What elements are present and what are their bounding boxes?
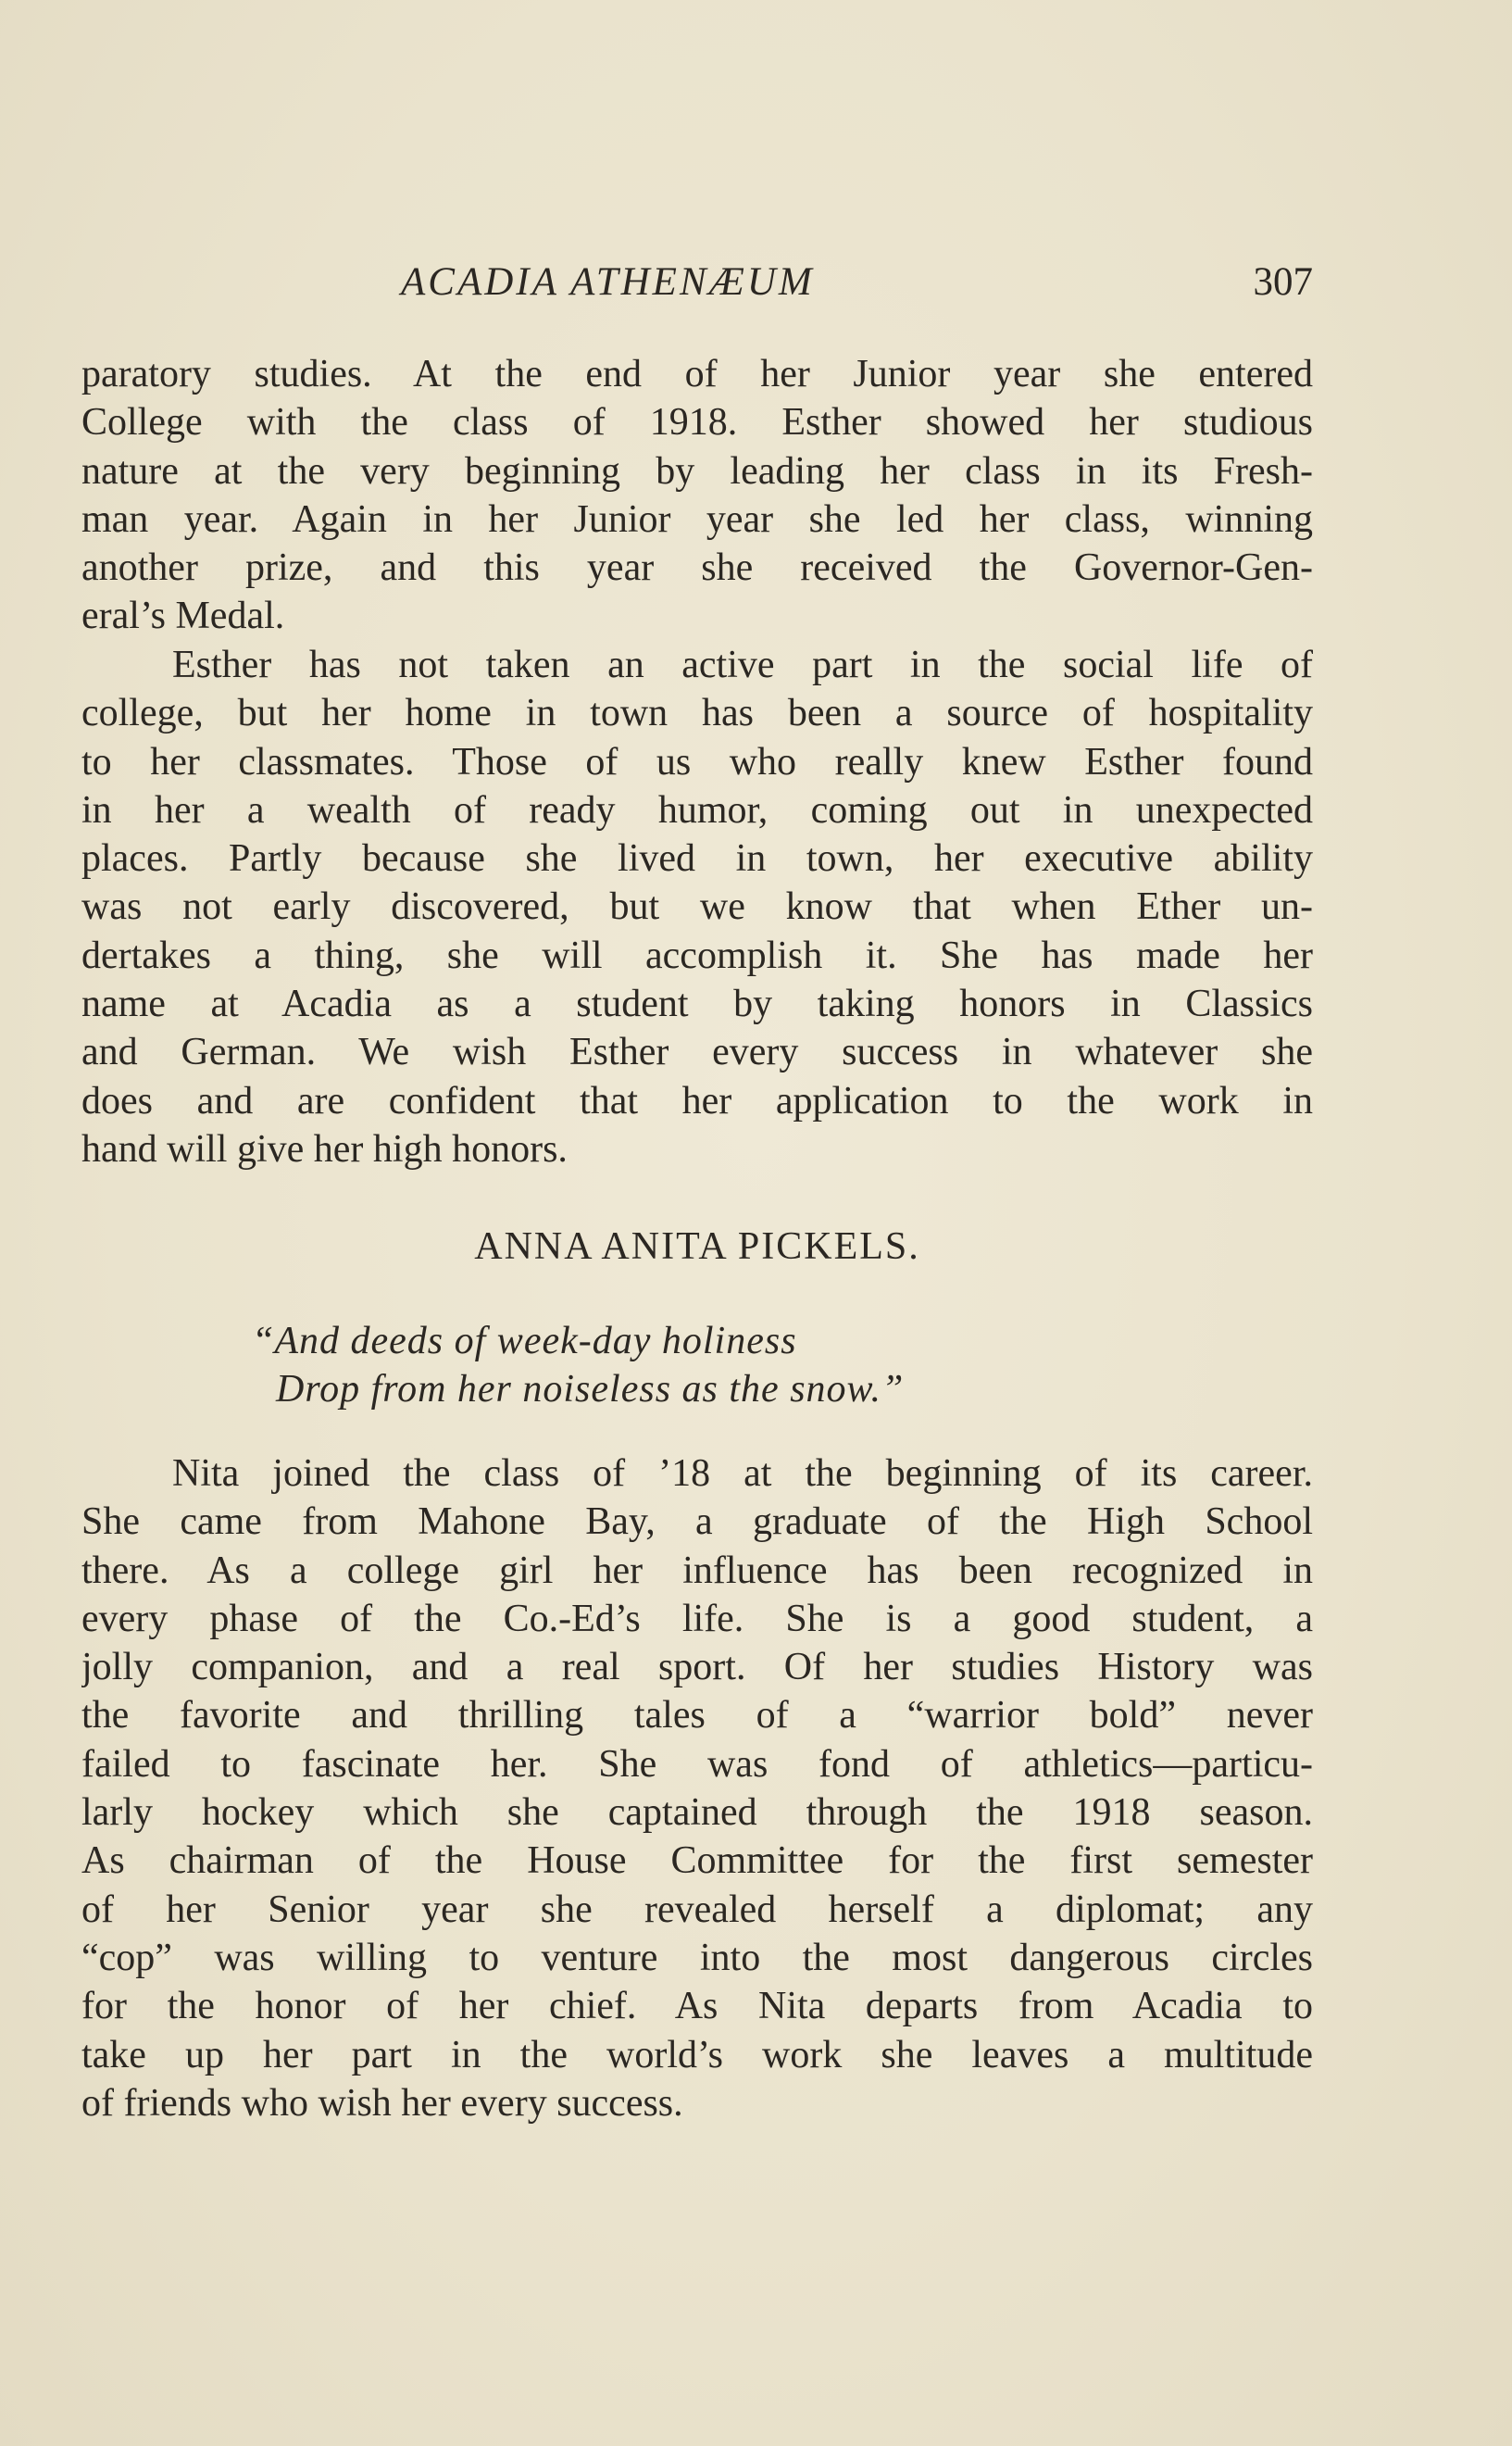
text-line: larly hockey which she captained through the 1918 season.: [81, 1791, 1313, 1835]
text-line: for the honor of her chief. As Nita departs from Acadia to: [81, 1985, 1313, 2028]
text-line: of friends who wish her every success.: [81, 2081, 683, 2125]
text-line: College with the class of 1918. Esther showed her studious: [81, 401, 1313, 445]
text-line: paratory studies. At the end of her Junior year she entered: [81, 353, 1313, 395]
text-line: “cop” was willing to venture into the most dangerous circles: [81, 1936, 1313, 1979]
paragraph-esther: [81, 641, 1313, 1173]
text-line: hand will give her high honors.: [81, 1127, 568, 1171]
text-line: the favorite and thrilling tales of a “warrior bold” never: [81, 1694, 1313, 1737]
text-line: another prize, and this year she received the Governor-Gen-: [81, 546, 1313, 590]
text-line: in her a wealth of ready humor, coming out in unexpected: [81, 788, 1313, 832]
epigraph: [252, 1317, 1085, 1413]
text-line: there. As a college girl her influence has been recognized in: [81, 1549, 1313, 1592]
text-line: eral’s Medal.: [81, 595, 285, 638]
text-line: of her Senior year she revealed herself a diplomat; any: [81, 1888, 1313, 1931]
running-header: [81, 259, 1313, 306]
paragraph-continued: [81, 350, 1313, 641]
epigraph-line: “And deeds of week-day holiness: [252, 1320, 797, 1362]
text-line: to her classmates. Those of us who really knew Esther found: [81, 740, 1313, 784]
epigraph-line: Drop from her noiseless as the snow.”: [276, 1368, 905, 1411]
section-heading: ANNA ANITA PICKELS.: [474, 1225, 920, 1268]
text-line: does and are confident that her application to the work in: [81, 1079, 1313, 1123]
text-line: She came from Mahone Bay, a graduate of the High School: [81, 1500, 1313, 1544]
text-line: jolly companion, and a real sport. Of her studies History was: [81, 1646, 1313, 1689]
text-line: every phase of the Co.-Ed’s life. She is a good student, a: [81, 1597, 1313, 1640]
paragraph-nita: [81, 1449, 1313, 2127]
text-line: man year. Again in her Junior year she led her class, winning: [81, 497, 1313, 541]
text-line: and German. We wish Esther every success in whatever she: [81, 1031, 1313, 1074]
text-line: college, but her home in town has been a source of hospitality: [81, 692, 1313, 735]
text-line: nature at the very beginning by leading her class in its Fresh-: [81, 449, 1313, 493]
text-line: dertakes a thing, she will accomplish it. She has made her: [81, 934, 1313, 977]
text-line: places. Partly because she lived in town, her executive ability: [81, 837, 1313, 881]
page-number: 307: [1253, 260, 1313, 304]
text-line: Esther has not taken an active part in the social life of: [172, 644, 1313, 686]
text-line: was not early discovered, but we know that when Ether un-: [81, 885, 1313, 929]
text-line: name at Acadia as a student by taking honors in Classics: [81, 983, 1313, 1026]
text-line: take up her part in the world’s work she leaves a multitude: [81, 2033, 1313, 2076]
text-line: Nita joined the class of ’18 at the beginning of its career.: [172, 1452, 1313, 1495]
text-line: failed to fascinate her. She was fond of athletics—particu-: [81, 1742, 1313, 1786]
text-line: As chairman of the House Committee for the first semester: [81, 1839, 1313, 1883]
journal-title: ACADIA ATHENÆUM: [401, 260, 815, 304]
